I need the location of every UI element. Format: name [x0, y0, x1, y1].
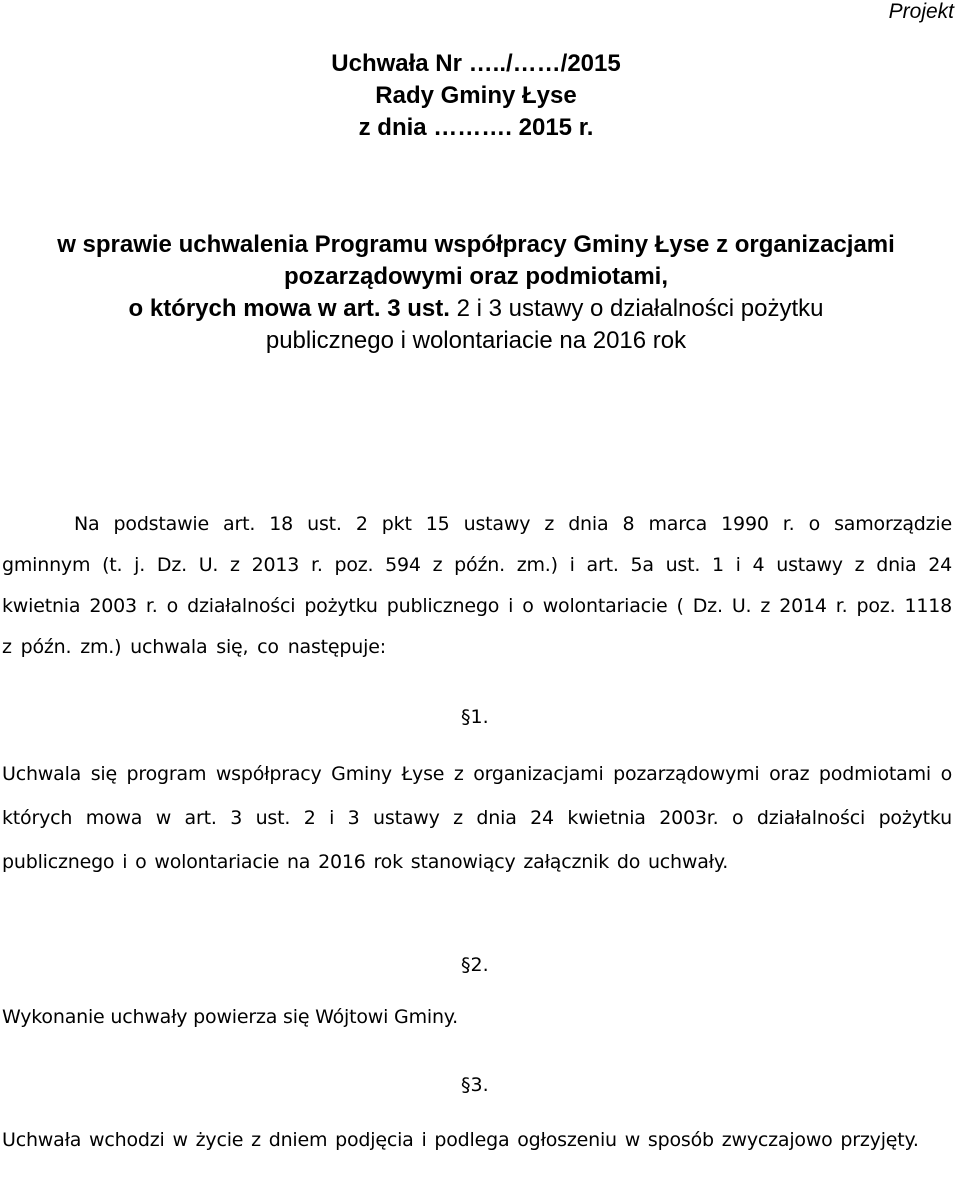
section-sign: §	[461, 954, 471, 976]
resolution-date: z dnia ………. 2015 r.	[358, 114, 594, 141]
section-1-text: Uchwala się program współpracy Gminy Łyse z organizacjami pozarządowymi oraz podmiotami o których mowa w art. 3 ust. 2 i 3 ustawy z dnia 24 kwietnia 2003r. o działalności pożytku publicznego i o wolontariacie na 2016 rok stanowiący załącznik do uchwały.	[2, 763, 952, 873]
section-sign: §	[461, 706, 471, 728]
title-line-3-bold: o których mowa w art. 3 ust.	[128, 295, 450, 322]
section-3-text: Uchwała wchodzi w życie z dniem podjęcia i podlega ogłoszeniu w sposób zwyczajowo przyjęty.	[2, 1129, 919, 1151]
title-line-3-regular: 2 i 3 ustawy o działalności pożytku	[449, 295, 824, 322]
draft-status-mark: Projekt	[888, 0, 954, 23]
council-name: Rady Gminy Łyse	[375, 82, 577, 109]
section-2-number-text: 2.	[470, 954, 489, 976]
resolution-number: Uchwała Nr …../……/2015	[331, 50, 621, 77]
resolution-title	[0, 229, 952, 357]
legal-basis-paragraph: Na podstawie art. 18 ust. 2 pkt 15 ustawy z dnia 8 marca 1990 r. o samorządzie gminnym (t. j. Dz. U. z 2013 r. poz. 594 z późn. zm.) i art. 5a ust. 1 i 4 ustawy z dnia 24 kwietnia 2003 r. o działalności pożytku publicznego i o wolontariacie ( Dz. U. z 2014 r. poz. 1118 z późn. zm.) uchwala się, co następuje:	[2, 513, 952, 658]
title-line-3	[0, 293, 952, 325]
section-2-text: Wykonanie uchwały powierza się Wójtowi Gminy.	[2, 1006, 458, 1028]
section-3-number	[461, 1073, 489, 1097]
section-1-number	[461, 705, 489, 729]
title-line-1: w sprawie uchwalenia Programu współpracy Gminy Łyse z organizacjami	[57, 231, 895, 258]
title-line-2: pozarządowymi oraz podmiotami,	[283, 263, 669, 290]
section-1-number-text: 1.	[470, 706, 489, 728]
resolution-heading	[0, 48, 952, 144]
section-3-number-text: 3.	[470, 1074, 489, 1096]
title-line-4: publicznego i wolontariacie na 2016 rok	[265, 327, 687, 354]
section-2-number	[461, 953, 489, 977]
section-sign: §	[461, 1074, 471, 1096]
